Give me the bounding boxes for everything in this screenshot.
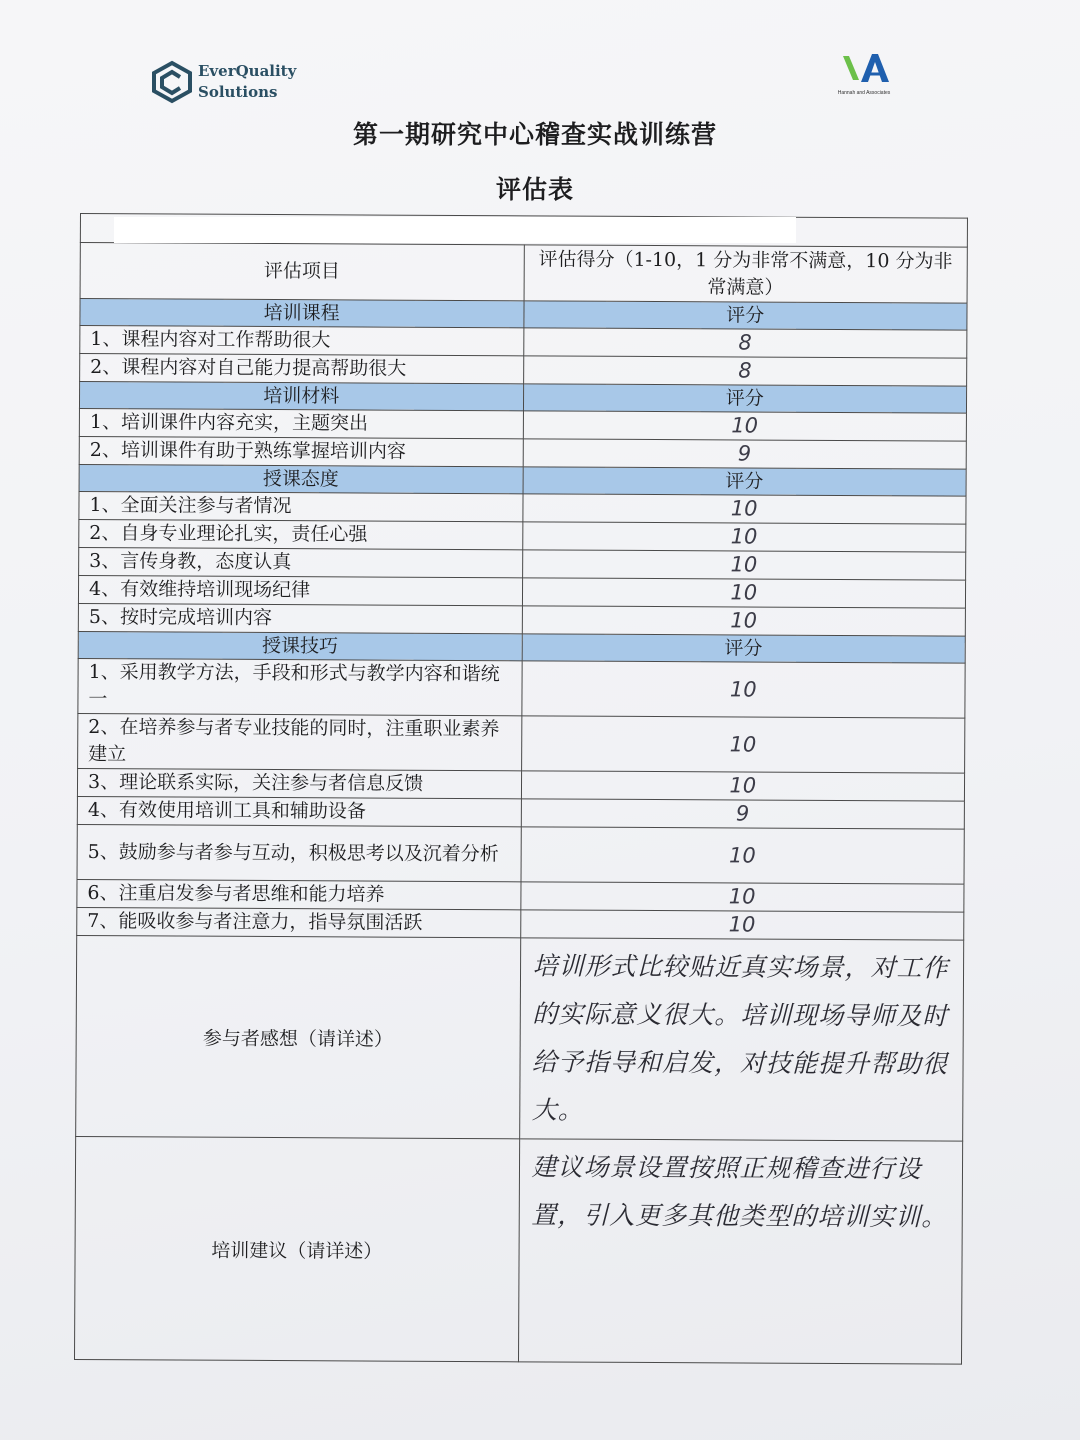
table-row bbox=[79, 547, 966, 580]
section-score-label: 评分 bbox=[523, 467, 967, 496]
item-score: 10 bbox=[520, 882, 964, 912]
table-row bbox=[80, 326, 967, 359]
item-score: 9 bbox=[521, 799, 965, 829]
logo-right-sub: Hannah and Associates bbox=[837, 90, 891, 96]
item-score: 10 bbox=[520, 910, 964, 940]
table-row bbox=[79, 491, 966, 524]
feedback-label: 参与者感想（请详述） bbox=[76, 935, 521, 1138]
item-score: 8 bbox=[523, 328, 967, 358]
item-label: 6、注重启发参与者思维和能力培养 bbox=[77, 879, 521, 909]
section-title: 授课技巧 bbox=[78, 631, 522, 660]
item-label: 1、全面关注参与者情况 bbox=[79, 491, 523, 521]
item-label: 1、培训课件内容充实，主题突出 bbox=[79, 408, 523, 438]
section-title: 授课态度 bbox=[79, 464, 523, 493]
table-row bbox=[77, 907, 964, 940]
item-label: 2、课程内容对自己能力提高帮助很大 bbox=[80, 354, 524, 384]
item-label: 7、能吸收参与者注意力，指导氛围活跃 bbox=[77, 907, 521, 937]
col-score-header: 评估得分（1-10，1 分为非常不满意，10 分为非常满意） bbox=[524, 245, 968, 303]
item-score: 10 bbox=[523, 411, 967, 441]
evaluation-table bbox=[74, 213, 968, 1365]
header-row bbox=[80, 243, 967, 304]
item-score: 10 bbox=[521, 661, 965, 718]
item-score: 10 bbox=[522, 606, 966, 636]
item-score: 9 bbox=[523, 439, 967, 469]
everquality-logo-icon bbox=[150, 60, 194, 104]
table-row bbox=[78, 575, 965, 608]
item-label: 4、有效维持培训现场纪律 bbox=[78, 575, 522, 605]
form-title: 第一期研究中心稽查实战训练营 bbox=[352, 120, 717, 149]
item-label: 1、课程内容对工作帮助很大 bbox=[80, 326, 524, 356]
table-row bbox=[78, 658, 965, 718]
item-label: 2、培训课件有助于熟练掌握培训内容 bbox=[79, 436, 523, 466]
redaction-box bbox=[114, 217, 796, 243]
suggestion-handwriting: 建议场景设置按照正规稽查进行设置，引入更多其他类型的培训实训。 bbox=[518, 1139, 963, 1364]
suggestion-row bbox=[74, 1136, 962, 1364]
item-label: 1、采用教学方法，手段和形式与教学内容和谐统一 bbox=[78, 658, 522, 715]
form-subtitle: 评估表 bbox=[495, 175, 574, 204]
table-row bbox=[77, 879, 964, 912]
section-title: 培训课程 bbox=[80, 299, 524, 328]
item-score: 10 bbox=[521, 827, 965, 884]
table-row bbox=[79, 436, 966, 469]
table-row bbox=[78, 603, 965, 636]
table-row bbox=[79, 408, 966, 441]
item-score: 10 bbox=[522, 494, 966, 524]
table-row bbox=[78, 713, 965, 773]
everquality-logo bbox=[150, 60, 296, 104]
item-label: 3、言传身教，态度认真 bbox=[79, 547, 523, 577]
evaluation-form bbox=[74, 213, 968, 1360]
suggestion-label: 培训建议（请详述） bbox=[74, 1136, 519, 1361]
item-label: 3、理论联系实际，关注参与者信息反馈 bbox=[77, 768, 521, 798]
section-score-label: 评分 bbox=[523, 384, 967, 413]
logo-left-line2: Solutions bbox=[198, 83, 278, 101]
table-row bbox=[77, 824, 964, 884]
section-score-label: 评分 bbox=[522, 634, 966, 663]
item-score: 10 bbox=[522, 550, 966, 580]
feedback-row bbox=[76, 935, 964, 1141]
va-logo-icon bbox=[839, 50, 889, 86]
item-label: 5、鼓励参与者参与互动，积极思考以及沉着分析 bbox=[77, 824, 521, 881]
table-row bbox=[77, 768, 964, 801]
item-score: 10 bbox=[521, 716, 965, 773]
item-score: 10 bbox=[522, 522, 966, 552]
item-label: 5、按时完成培训内容 bbox=[78, 603, 522, 633]
item-label: 2、自身专业理论扎实，责任心强 bbox=[79, 519, 523, 549]
va-logo bbox=[832, 50, 896, 96]
item-label: 4、有效使用培训工具和辅助设备 bbox=[77, 796, 521, 826]
feedback-handwriting: 培训形式比较贴近真实场景，对工作的实际意义很大。培训现场导师及时给予指导和启发，对技能提升帮助很大。 bbox=[519, 938, 964, 1141]
table-row bbox=[79, 519, 966, 552]
table-row bbox=[80, 354, 967, 387]
item-score: 10 bbox=[522, 578, 966, 608]
table-row bbox=[77, 796, 964, 829]
section-title: 培训材料 bbox=[79, 382, 523, 411]
col-item-header: 评估项目 bbox=[80, 243, 524, 301]
logo-left-line1: EverQuality bbox=[198, 62, 297, 80]
item-score: 8 bbox=[523, 356, 967, 386]
item-score: 10 bbox=[521, 771, 965, 801]
section-score-label: 评分 bbox=[523, 301, 967, 330]
item-label: 2、在培养参与者专业技能的同时，注重职业素养建立 bbox=[78, 713, 522, 770]
